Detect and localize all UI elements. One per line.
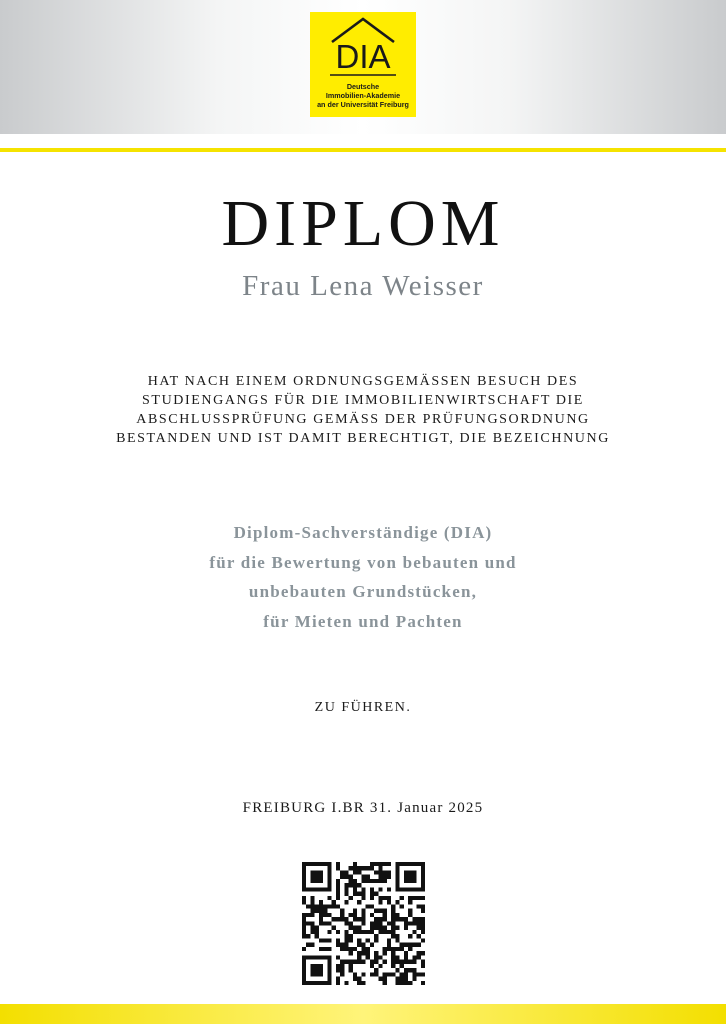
logo-institution-name	[310, 82, 416, 109]
recipient-name: Frau Lena Weisser	[242, 270, 484, 302]
statement-text	[60, 372, 666, 448]
place-and-date: FREIBURG I.BR 31. Januar 2025	[242, 800, 484, 816]
statement-line: ABSCHLUSSPRÜFUNG GEMÄSS DER PRÜFUNGSORDNUNG	[136, 412, 590, 427]
logo-line: Immobilien-Akademie	[325, 91, 401, 100]
document-title: DIPLOM	[221, 187, 505, 260]
dia-logo	[310, 12, 416, 117]
footer-band	[0, 1004, 726, 1024]
logo-line: an der Universität Freiburg	[317, 100, 409, 109]
designation-line: für Mieten und Pachten	[263, 611, 463, 631]
logo-line: Deutsche	[346, 82, 380, 91]
designation-title	[60, 518, 666, 636]
closing-text: ZU FÜHREN.	[314, 700, 412, 715]
statement-line: STUDIENGANGS FÜR DIE IMMOBILIENWIRTSCHAFT DIE	[142, 393, 584, 408]
statement-line: BESTANDEN UND IST DAMIT BERECHTIGT, DIE BEZEICHNUNG	[116, 431, 610, 446]
yellow-divider	[0, 148, 726, 152]
statement-line: HAT NACH EINEM ORDNUNGSGEMÄSSEN BESUCH DES	[147, 374, 579, 389]
logo-mark: DIA	[335, 38, 391, 75]
designation-line: unbebauten Grundstücken,	[248, 582, 478, 601]
designation-line: für die Bewertung von bebauten und	[209, 552, 517, 572]
qr-code-icon	[302, 862, 425, 985]
designation-line: Diplom-Sachverständige (DIA)	[233, 523, 493, 542]
